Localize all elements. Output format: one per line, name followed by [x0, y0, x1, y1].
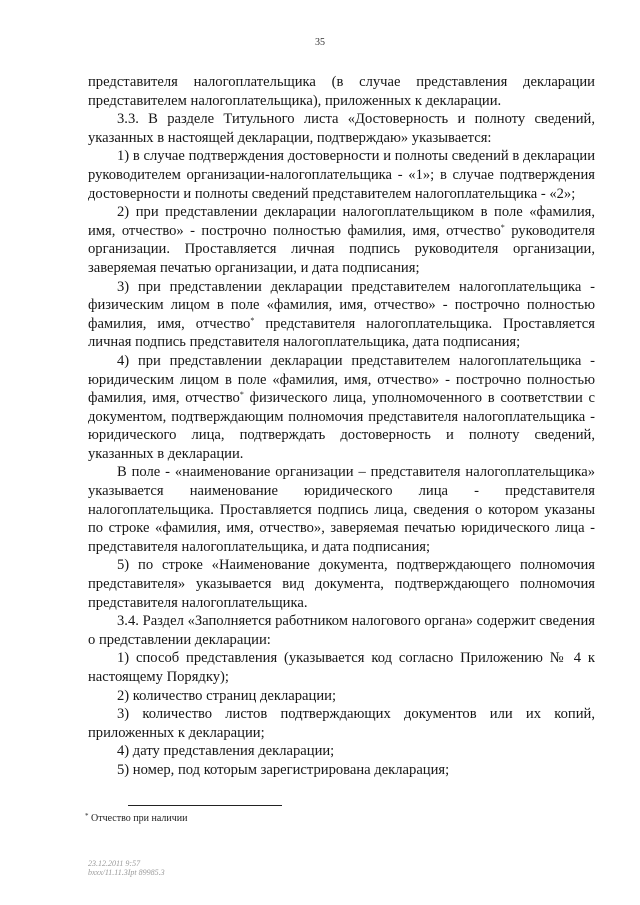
paragraph — [88, 463, 595, 556]
paragraph-text: представителя налогоплательщика (в случае представления декларации представителем налогоплательщика), приложенных к декларации. — [88, 74, 595, 109]
paragraph — [88, 687, 595, 706]
footnote — [85, 812, 187, 824]
paragraph — [88, 110, 595, 147]
footnote-rule — [128, 805, 282, 806]
print-stamp-line: bxxx/11.11.3Ipt 89985.3 — [88, 868, 165, 877]
paragraph — [88, 649, 595, 686]
paragraph — [88, 278, 595, 352]
paragraph-text: 2) количество страниц декларации; — [117, 687, 337, 704]
footnote-marker: * — [85, 812, 89, 820]
paragraph-text: 5) по строке «Наименование документа, подтверждающего полномочия представителя» указывается вид документа, подтверждающего полномочия представителя налогоплательщика. — [88, 557, 595, 611]
paragraph — [88, 761, 595, 780]
paragraph-text: 3.4. Раздел «Заполняется работником налогового органа» содержит сведения о представлении декларации: — [88, 613, 595, 648]
paragraph — [88, 147, 595, 203]
paragraph — [88, 352, 595, 464]
body-text — [88, 73, 595, 780]
footnote-ref: * — [500, 222, 505, 232]
paragraph-text: 1) способ представления (указывается код согласно Приложению № 4 к настоящему Порядку); — [88, 650, 595, 685]
paragraph-text: 3) при представлении декларации представителем налогоплательщика - физическим лицом в поле «фамилия, имя, отчество» - построчно полностью фамилия, имя, отчество — [88, 278, 595, 332]
paragraph-text: представителя налогоплательщика. Проставляется личная подпись представителя налогоплательщика, дата подписания; — [88, 315, 595, 351]
paragraph-text: 1) в случае подтверждения достоверности и полноты сведений в декларации руководителем организации-налогоплательщика - «1»; в случае подтверждения достоверности и полноты сведений представителем налогоплательщика - «2»; — [88, 148, 595, 202]
paragraph — [88, 556, 595, 612]
footnote-ref: * — [250, 315, 255, 325]
paragraph — [88, 705, 595, 742]
footnote-text: Отчество при наличии — [88, 813, 188, 824]
paragraph-text: 3) количество листов подтверждающих документов или их копий, приложенных к декларации; — [88, 706, 595, 741]
print-stamp-line: 23.12.2011 9:57 — [88, 859, 141, 868]
print-stamp — [88, 859, 165, 877]
paragraph — [88, 742, 595, 761]
paragraph-text: 3.3. В разделе Титульного листа «Достоверность и полноту сведений, указанных в настоящей декларации, подтверждаю» указывается: — [88, 111, 595, 146]
paragraph — [88, 73, 595, 110]
paragraph-text: руководителя организации. Проставляется личная подпись руководителя организации, заверяемая печатью организации, и дата подписания; — [88, 222, 595, 276]
paragraph — [88, 203, 595, 277]
paragraph-text: 2) при представлении декларации налогоплательщиком в поле «фамилия, имя, отчество» - построчно полностью фамилия, имя, отчество — [88, 204, 595, 239]
paragraph-text: 4) дату представления декларации; — [117, 743, 335, 760]
footnote-ref: * — [239, 390, 244, 400]
page-number: 35 — [315, 37, 325, 48]
paragraph-text: В поле - «наименование организации – представителя налогоплательщика» указывается наименование юридического лица - представителя налогоплательщика. Проставляется подпись лица, сведения о котором указаны по строке «фамилия, имя, отчество», заверяемая печатью юридического лица - представителя налогоплательщика, и дата подписания; — [88, 464, 595, 555]
paragraph-text: 5) номер, под которым зарегистрирована декларация; — [117, 761, 450, 778]
paragraph-text: физического лица, уполномоченного в соответствии с документом, подтверждающим полномочия представителя налогоплательщика - юридического лица, подтверждать достоверность и полноту сведений, указанных в декларации. — [88, 390, 595, 462]
paragraph-text: 4) при представлении декларации представителем налогоплательщика - юридическим лицом в поле «фамилия, имя, отчество» - построчно полностью фамилия, имя, отчество — [88, 352, 595, 407]
paragraph — [88, 612, 595, 649]
